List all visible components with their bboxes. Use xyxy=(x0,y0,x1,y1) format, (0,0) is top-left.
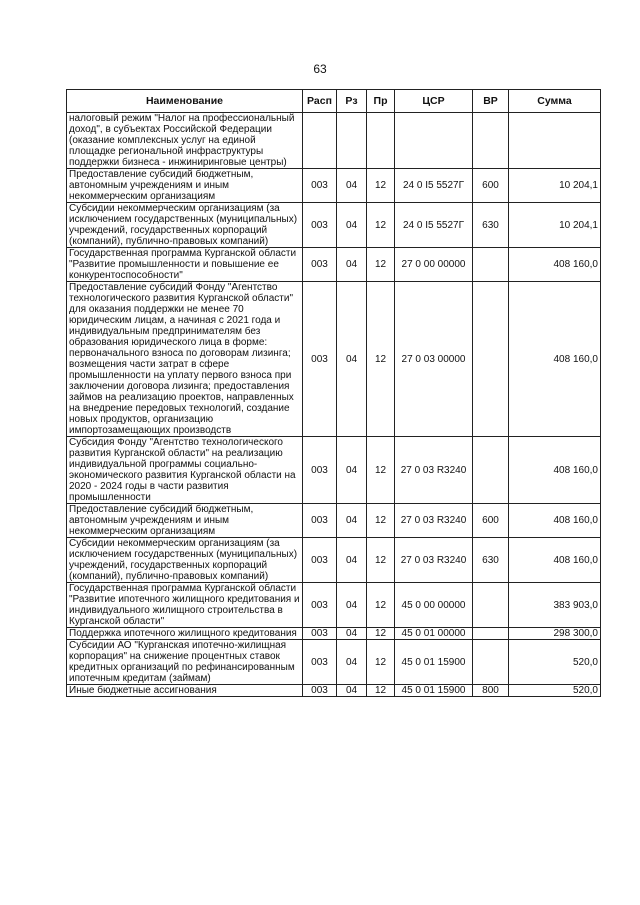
header-sum: Сумма xyxy=(509,90,601,113)
cell-csr: 27 0 00 00000 xyxy=(395,248,473,282)
table-row xyxy=(67,538,601,583)
cell-rasp xyxy=(303,113,337,169)
cell-rz: 04 xyxy=(337,628,367,640)
cell-rz: 04 xyxy=(337,248,367,282)
cell-rz xyxy=(337,113,367,169)
cell-name: Предоставление субсидий бюджетным, автономным учреждениям и иным некоммерческим организациям xyxy=(67,169,303,203)
cell-vr xyxy=(473,437,509,504)
cell-sum: 298 300,0 xyxy=(509,628,601,640)
table-row xyxy=(67,282,601,437)
cell-name: Государственная программа Курганской области "Развитие ипотечного жилищного кредитования и индивидуального жилищного строительства в Курганской области" xyxy=(67,583,303,628)
cell-name: Предоставление субсидий Фонду "Агентство технологического развития Курганской области" для оказания поддержки не менее 70 юридическим лицам, а начиная с 2021 года и индивидуальным предпринимателям без образования юридического лица в форме: первоначального взноса по договорам лизинга; возмещения части затрат в сфере промышленности на уплату первого взноса при заключении договора лизинга; предоставления займов на реализацию проектов, направленных на внедрение передовых технологий, создание новых продуктов, организацию импортозамещающих производств xyxy=(67,282,303,437)
cell-name: Поддержка ипотечного жилищного кредитования xyxy=(67,628,303,640)
cell-vr xyxy=(473,628,509,640)
cell-vr: 800 xyxy=(473,685,509,697)
cell-rasp: 003 xyxy=(303,169,337,203)
cell-sum: 10 204,1 xyxy=(509,169,601,203)
cell-rz: 04 xyxy=(337,437,367,504)
cell-rz: 04 xyxy=(337,640,367,685)
header-name: Наименование xyxy=(67,90,303,113)
header-pr: Пр xyxy=(367,90,395,113)
cell-sum: 408 160,0 xyxy=(509,437,601,504)
table-header-row xyxy=(67,90,601,113)
cell-csr: 45 0 01 15900 xyxy=(395,685,473,697)
cell-csr: 27 0 03 R3240 xyxy=(395,504,473,538)
cell-pr: 12 xyxy=(367,640,395,685)
cell-vr: 600 xyxy=(473,169,509,203)
cell-csr: 45 0 01 15900 xyxy=(395,640,473,685)
cell-vr: 630 xyxy=(473,538,509,583)
cell-rasp: 003 xyxy=(303,685,337,697)
cell-rz: 04 xyxy=(337,282,367,437)
cell-rasp: 003 xyxy=(303,504,337,538)
table-row xyxy=(67,113,601,169)
cell-name: Предоставление субсидий бюджетным, автономным учреждениям и иным некоммерческим организациям xyxy=(67,504,303,538)
cell-csr: 45 0 00 00000 xyxy=(395,583,473,628)
cell-sum: 408 160,0 xyxy=(509,282,601,437)
header-vr: ВР xyxy=(473,90,509,113)
table-row xyxy=(67,248,601,282)
cell-sum: 383 903,0 xyxy=(509,583,601,628)
cell-rasp: 003 xyxy=(303,282,337,437)
header-csr: ЦСР xyxy=(395,90,473,113)
budget-table xyxy=(66,89,601,697)
table-row xyxy=(67,640,601,685)
cell-csr xyxy=(395,113,473,169)
table-body xyxy=(67,113,601,697)
cell-vr: 600 xyxy=(473,504,509,538)
cell-rasp: 003 xyxy=(303,583,337,628)
cell-rasp: 003 xyxy=(303,203,337,248)
cell-rasp: 003 xyxy=(303,640,337,685)
cell-rasp: 003 xyxy=(303,248,337,282)
cell-csr: 45 0 01 00000 xyxy=(395,628,473,640)
cell-pr xyxy=(367,113,395,169)
page-number: 63 xyxy=(313,62,327,76)
cell-name: Субсидия Фонду "Агентство технологического развития Курганской области" на реализацию индивидуальной программы социально-экономического развития Курганской области на 2020 - 2024 годы в части развития промышленности xyxy=(67,437,303,504)
cell-pr: 12 xyxy=(367,203,395,248)
cell-name: Иные бюджетные ассигнования xyxy=(67,685,303,697)
cell-vr xyxy=(473,282,509,437)
header-rz: Рз xyxy=(337,90,367,113)
cell-rz: 04 xyxy=(337,538,367,583)
cell-name: налоговый режим "Налог на профессиональный доход", в субъектах Российской Федерации (оказание комплексных услуг на единой площадке региональной инфраструктуры поддержки бизнеса - инжиниринговые центры) xyxy=(67,113,303,169)
table-row xyxy=(67,203,601,248)
table-row xyxy=(67,504,601,538)
cell-vr: 630 xyxy=(473,203,509,248)
cell-rz: 04 xyxy=(337,169,367,203)
table-row xyxy=(67,583,601,628)
cell-rasp: 003 xyxy=(303,628,337,640)
cell-sum: 520,0 xyxy=(509,640,601,685)
cell-pr: 12 xyxy=(367,583,395,628)
cell-name: Субсидии некоммерческим организациям (за исключением государственных (муниципальных) учреждений, государственных корпораций (компаний), публично-правовых компаний) xyxy=(67,203,303,248)
cell-pr: 12 xyxy=(367,437,395,504)
cell-rz: 04 xyxy=(337,203,367,248)
cell-name: Государственная программа Курганской области "Развитие промышленности и повышение ее конкурентоспособности" xyxy=(67,248,303,282)
cell-sum: 408 160,0 xyxy=(509,504,601,538)
cell-vr xyxy=(473,640,509,685)
cell-pr: 12 xyxy=(367,169,395,203)
cell-pr: 12 xyxy=(367,504,395,538)
cell-sum: 520,0 xyxy=(509,685,601,697)
cell-pr: 12 xyxy=(367,628,395,640)
table-row xyxy=(67,437,601,504)
cell-rasp: 003 xyxy=(303,538,337,583)
cell-name: Субсидии некоммерческим организациям (за исключением государственных (муниципальных) учреждений, государственных корпораций (компаний), публично-правовых компаний) xyxy=(67,538,303,583)
cell-csr: 24 0 I5 5527Г xyxy=(395,203,473,248)
table-row xyxy=(67,685,601,697)
cell-sum xyxy=(509,113,601,169)
cell-csr: 24 0 I5 5527Г xyxy=(395,169,473,203)
cell-pr: 12 xyxy=(367,282,395,437)
cell-vr xyxy=(473,583,509,628)
cell-vr xyxy=(473,113,509,169)
cell-pr: 12 xyxy=(367,248,395,282)
cell-sum: 408 160,0 xyxy=(509,248,601,282)
cell-name: Субсидии АО "Курганская ипотечно-жилищная корпорация" на снижение процентных ставок кредитных организаций по рефинансированным ипотечным кредитам (займам) xyxy=(67,640,303,685)
cell-rz: 04 xyxy=(337,504,367,538)
cell-rz: 04 xyxy=(337,685,367,697)
cell-pr: 12 xyxy=(367,538,395,583)
header-rasp: Расп xyxy=(303,90,337,113)
cell-csr: 27 0 03 R3240 xyxy=(395,538,473,583)
cell-csr: 27 0 03 R3240 xyxy=(395,437,473,504)
table-row xyxy=(67,169,601,203)
cell-csr: 27 0 03 00000 xyxy=(395,282,473,437)
table-row xyxy=(67,628,601,640)
cell-vr xyxy=(473,248,509,282)
cell-rasp: 003 xyxy=(303,437,337,504)
cell-pr: 12 xyxy=(367,685,395,697)
cell-rz: 04 xyxy=(337,583,367,628)
cell-sum: 408 160,0 xyxy=(509,538,601,583)
cell-sum: 10 204,1 xyxy=(509,203,601,248)
